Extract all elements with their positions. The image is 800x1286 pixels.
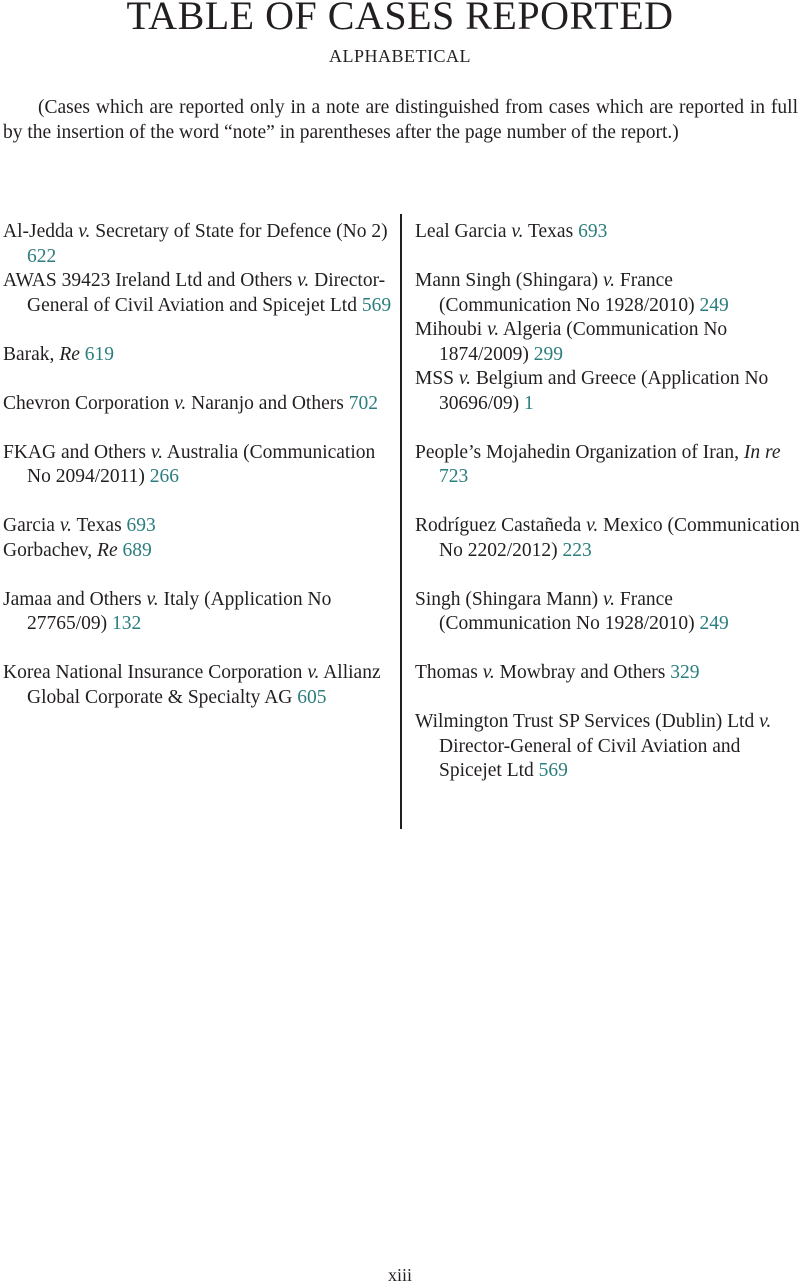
- page-number-link[interactable]: 249: [699, 613, 729, 634]
- page-number-link[interactable]: 569: [538, 760, 568, 781]
- intro-note: (Cases which are reported only in a note are distinguished from cases which are reported in full by the insertion of the word “note” in parentheses after the page number of the report.): [3, 97, 798, 143]
- case-entry: Leal Garcia v. Texas 693: [415, 221, 608, 242]
- page-number-link[interactable]: 723: [439, 466, 469, 487]
- page-number-link[interactable]: 223: [562, 539, 592, 561]
- spacer: [415, 490, 800, 515]
- spacer: [3, 416, 395, 441]
- right-column: [415, 220, 800, 784]
- case-entry: MSS v. Belgium and Greece (Application No 30696/09) 1: [415, 368, 769, 414]
- spacer: [3, 637, 395, 662]
- case-entry: AWAS 39423 Ireland Ltd and Others v. Director-General of Civil Aviation and Spicejet Ltd 569: [3, 270, 392, 316]
- page-number-link[interactable]: 266: [149, 466, 180, 487]
- case-entry: Thomas v. Mowbray and Others 329: [415, 662, 700, 683]
- case-entry: Garcia v. Texas 693: [3, 515, 156, 536]
- left-column: [3, 220, 395, 710]
- page-title: TABLE OF CASES REPORTED: [126, 0, 674, 38]
- case-entry: Wilmington Trust SP Services (Dublin) Ltd v. Director-General of Civil Aviation and Spicejet Ltd 569: [415, 711, 772, 781]
- spacer: [3, 367, 395, 392]
- page-number-link[interactable]: 689: [122, 539, 152, 561]
- page-number-link[interactable]: 249: [699, 294, 729, 316]
- page-number-link[interactable]: 693: [578, 221, 608, 242]
- case-entry: Mihoubi v. Algeria (Communication No 1874/2009) 299: [415, 319, 728, 365]
- spacer: [415, 686, 800, 711]
- page-number-link[interactable]: 619: [84, 343, 115, 365]
- page-number-link[interactable]: 605: [297, 686, 327, 708]
- spacer: [3, 563, 395, 588]
- page-number-link[interactable]: 1: [524, 392, 534, 414]
- spacer: [415, 563, 800, 588]
- case-entry: Al-Jedda v. Secretary of State for Defence (No 2) 622: [3, 221, 388, 267]
- case-entry: Mann Singh (Shingara) v. France (Communication No 1928/2010) 249: [415, 270, 729, 316]
- page-folio: xiii: [387, 1265, 412, 1285]
- spacer: [415, 637, 800, 662]
- page-number-link[interactable]: 569: [361, 294, 392, 316]
- spacer: [3, 318, 395, 343]
- case-entry: Barak, Re 619: [3, 343, 115, 365]
- case-entry: Rodríguez Castañeda v. Mexico (Communication No 2202/2012) 223: [415, 515, 800, 561]
- page-number-link[interactable]: 693: [126, 515, 156, 536]
- page-number-link[interactable]: 622: [27, 245, 57, 267]
- page-number-link[interactable]: 329: [670, 662, 700, 683]
- page-number-link[interactable]: 132: [112, 613, 142, 634]
- case-entry: Singh (Shingara Mann) v. France (Communication No 1928/2010) 249: [415, 588, 729, 634]
- case-entry: Gorbachev, Re 689: [3, 539, 152, 561]
- column-divider: [400, 214, 402, 829]
- spacer: [415, 416, 800, 441]
- page-number-link[interactable]: 702: [348, 392, 378, 414]
- case-entry: Korea National Insurance Corporation v. Allianz Global Corporate & Specialty AG 605: [3, 662, 381, 708]
- spacer: [3, 490, 395, 515]
- page-subtitle: ALPHABETICAL: [329, 46, 471, 66]
- case-entry: People’s Mojahedin Organization of Iran, In re 723: [415, 441, 781, 487]
- case-entry: FKAG and Others v. Australia (Communication No 2094/2011) 266: [3, 441, 376, 487]
- spacer: [415, 245, 800, 270]
- case-entry: Jamaa and Others v. Italy (Application No 27765/09) 132: [3, 588, 332, 634]
- case-entry: Chevron Corporation v. Naranjo and Others 702: [3, 392, 378, 414]
- page-number-link[interactable]: 299: [533, 343, 564, 365]
